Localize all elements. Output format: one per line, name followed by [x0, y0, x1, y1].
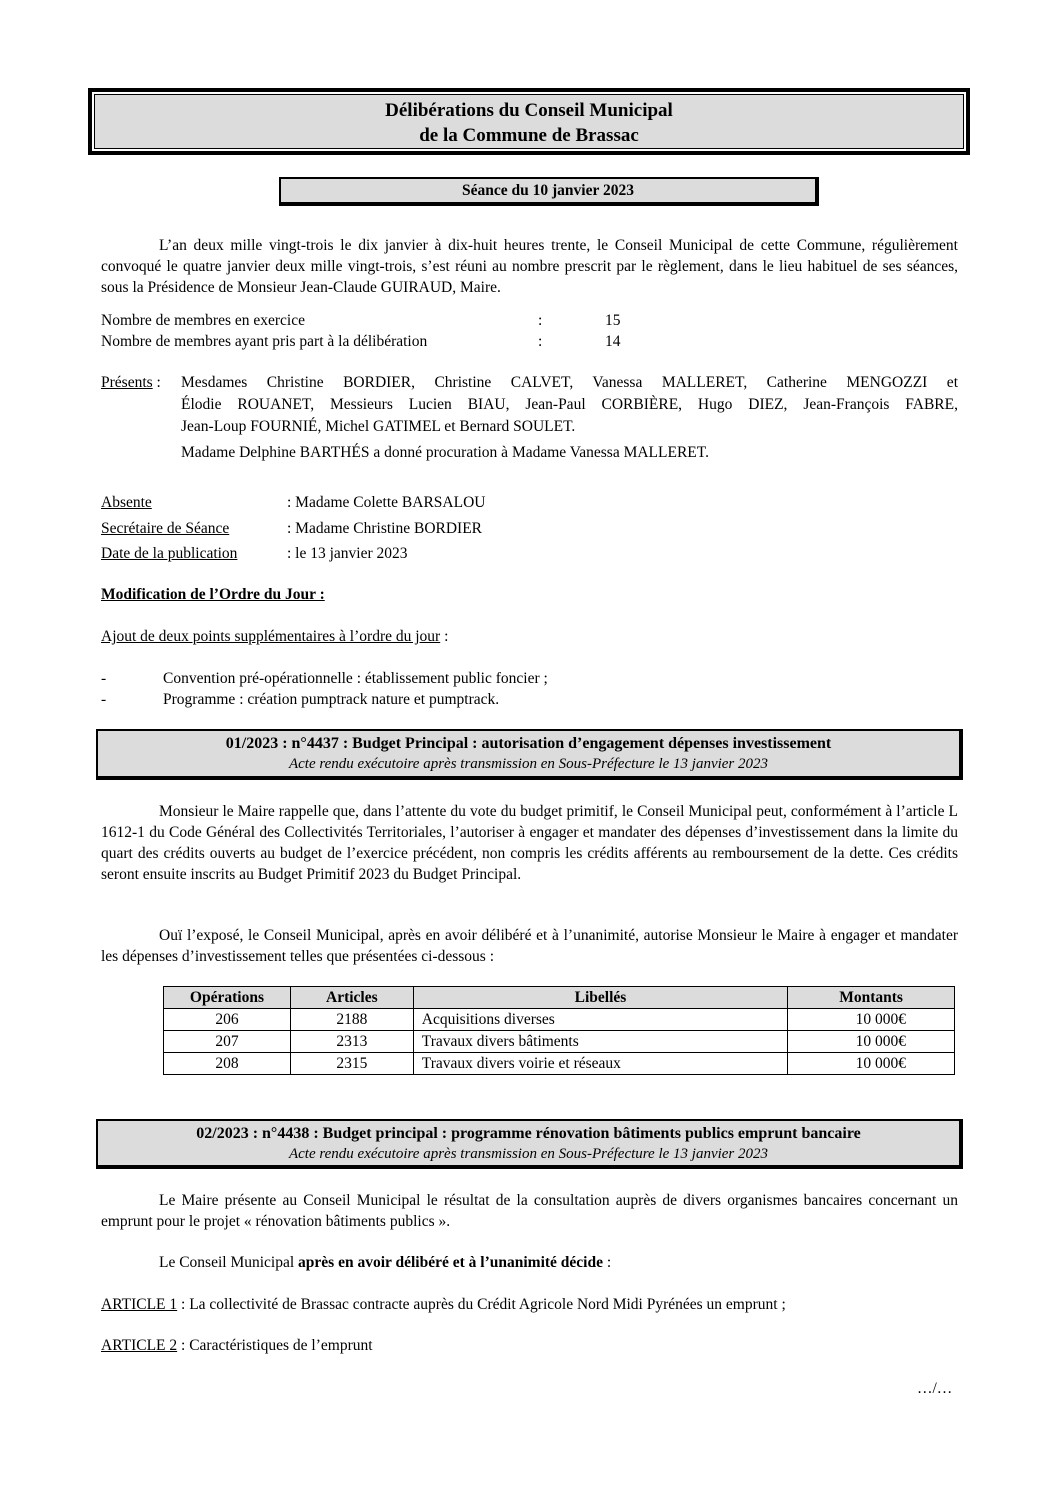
info-label-wrap	[101, 492, 287, 513]
continuation-mark: …/…	[917, 1380, 953, 1397]
presents-sep: :	[152, 374, 161, 391]
deliberation-1-subtitle: Acte rendu exécutoire après transmission en Sous-Préfecture le 13 janvier 2023	[288, 756, 769, 772]
deliberation-1-paragraph-1: Monsieur le Maire rappelle que, dans l’attente du vote du budget primitif, le Conseil Municipal peut, conformément à l’article L 1612-1 du Code Général des Collectivités Territoriales, l’autoriser à engager et mandater des dépenses d’investissement dans la limite du quart des crédits ouverts au budget de l’exercice précédent, non compris les crédits afférents au remboursement de la dette. Ces crédits seront ensuite inscrits au Budget Primitif 2023 du Budget Principal.	[101, 803, 958, 883]
deliberation-2-header	[96, 1119, 963, 1169]
cell-operation: 206	[164, 1009, 291, 1031]
procuration-note: Madame Delphine BARTHÉS a donné procuration à Madame Vanessa MALLERET.	[181, 444, 709, 461]
table-row	[164, 1009, 955, 1031]
ajout-line	[101, 626, 448, 647]
info-value: : Madame Colette BARSALOU	[287, 494, 486, 511]
table-header-row	[164, 987, 955, 1009]
investment-table	[163, 986, 955, 1075]
modification-heading-text: Modification de l’Ordre du Jour :	[101, 586, 325, 603]
document-title	[94, 94, 964, 149]
cell-libelle: Travaux divers voirie et réseaux	[413, 1053, 787, 1075]
deliberation-2-paragraph-1: Le Maire présente au Conseil Municipal le résultat de la consultation auprès de divers organismes bancaires concernant un emprunt pour le projet « rénovation bâtiments publics ».	[101, 1192, 958, 1230]
deliberation-2-subtitle: Acte rendu exécutoire après transmission en Sous-Préfecture le 13 janvier 2023	[288, 1146, 769, 1162]
info-label: Absente	[101, 494, 152, 511]
info-label: Date de la publication	[101, 545, 238, 562]
info-label-wrap	[101, 543, 287, 564]
info-value: : le 13 janvier 2023	[287, 545, 408, 562]
agenda-item	[101, 689, 499, 710]
cell-montant: 10 000€	[788, 1031, 955, 1053]
cell-libelle: Travaux divers bâtiments	[413, 1031, 787, 1053]
deliberation-1-header	[96, 729, 963, 780]
members-participating	[101, 331, 621, 352]
agenda-item-text: Convention pré-opérationnelle : établissement public foncier ;	[163, 670, 548, 687]
cell-article: 2188	[290, 1009, 413, 1031]
deliberation-1-title: 01/2023 : n°4437 : Budget Principal : autorisation d’engagement dépenses investissement	[225, 735, 832, 752]
agenda-item-text: Programme : création pumptrack nature et pumptrack.	[163, 691, 500, 708]
info-label: Secrétaire de Séance	[101, 520, 230, 537]
cell-montant: 10 000€	[788, 1053, 955, 1075]
bullet-dash: -	[101, 691, 107, 708]
member-count-label: Nombre de membres ayant pris part à la délibération	[101, 333, 428, 350]
ajout-label: Ajout de deux points supplémentaires à l’ordre du jour	[101, 628, 441, 645]
col-header-montants: Montants	[788, 987, 955, 1009]
presents-names-2: Élodie ROUANET, Messieurs Lucien BIAU, Jean-Paul CORBIÈRE, Hugo DIEZ, Jean-François FABRE,	[181, 396, 958, 413]
title-line-1: Délibérations du Conseil Municipal	[385, 100, 673, 121]
presents-names-3: Jean-Loup FOURNIÉ, Michel GATIMEL et Bernard SOULET.	[181, 418, 576, 435]
col-header-libelles: Libellés	[413, 987, 787, 1009]
col-header-operations: Opérations	[164, 987, 291, 1009]
decision-suffix: :	[602, 1254, 612, 1271]
info-absente	[101, 492, 485, 513]
deliberation-2-decision	[101, 1252, 611, 1273]
seance-date-box: Séance du 10 janvier 2023	[279, 177, 819, 206]
bullet-dash: -	[101, 670, 107, 687]
decision-prefix: Le Conseil Municipal	[159, 1254, 299, 1271]
info-label-wrap	[101, 518, 287, 539]
members-in-office	[101, 310, 621, 331]
agenda-item	[101, 668, 548, 689]
cell-montant: 10 000€	[788, 1009, 955, 1031]
member-count-sep: :	[538, 333, 543, 350]
cell-article: 2313	[290, 1031, 413, 1053]
member-count-value: 14	[605, 333, 621, 350]
article-1	[101, 1294, 786, 1315]
document-title-box	[88, 88, 970, 155]
cell-operation: 207	[164, 1031, 291, 1053]
presents-label-wrap	[101, 372, 181, 394]
intro-paragraph: L’an deux mille vingt-trois le dix janvier à dix-huit heures trente, le Conseil Municipal de cette Commune, régulièrement convoqué le quatre janvier deux mille vingt-trois, s’est réuni au nombre prescrit par le règlement, dans le lieu habituel de ses séances, sous la Présidence de Monsieur Jean-Claude GUIRAUD, Maire.	[101, 237, 958, 296]
title-line-2: de la Commune de Brassac	[419, 125, 639, 146]
article-2-text: : Caractéristiques de l’emprunt	[177, 1337, 373, 1354]
info-value: : Madame Christine BORDIER	[287, 520, 483, 537]
deliberation-2-title: 02/2023 : n°4438 : Budget principal : programme rénovation bâtiments publics emprunt bancaire	[196, 1125, 861, 1142]
table-row	[164, 1053, 955, 1075]
member-count-value: 15	[605, 312, 621, 329]
presents-block	[101, 372, 958, 464]
table-row	[164, 1031, 955, 1053]
presents-names-1: Mesdames Christine BORDIER, Christine CALVET, Vanessa MALLERET, Catherine MENGOZZI et	[181, 374, 958, 391]
article-2-label: ARTICLE 2	[101, 1337, 178, 1354]
cell-operation: 208	[164, 1053, 291, 1075]
article-1-text: : La collectivité de Brassac contracte auprès du Crédit Agricole Nord Midi Pyrénées un emprunt ;	[177, 1296, 786, 1313]
decision-bold: après en avoir délibéré et à l’unanimité décide	[298, 1254, 603, 1271]
article-1-label: ARTICLE 1	[101, 1296, 178, 1313]
ajout-suffix: :	[440, 628, 449, 645]
deliberation-1-paragraph-2: Ouï l’exposé, le Conseil Municipal, après en avoir délibéré et à l’unanimité, autorise Monsieur le Maire à engager et mandater les dépenses d’investissement telles que présentées ci-dessous :	[101, 927, 958, 965]
cell-libelle: Acquisitions diverses	[413, 1009, 787, 1031]
member-count-sep: :	[538, 312, 543, 329]
col-header-articles: Articles	[290, 987, 413, 1009]
cell-article: 2315	[290, 1053, 413, 1075]
presents-label: Présents	[101, 374, 153, 391]
modification-heading	[101, 584, 325, 605]
presents-line-1	[101, 372, 958, 394]
article-2	[101, 1335, 373, 1356]
info-date-publication	[101, 543, 408, 564]
info-secretaire	[101, 518, 482, 539]
member-count-label: Nombre de membres en exercice	[101, 312, 305, 329]
